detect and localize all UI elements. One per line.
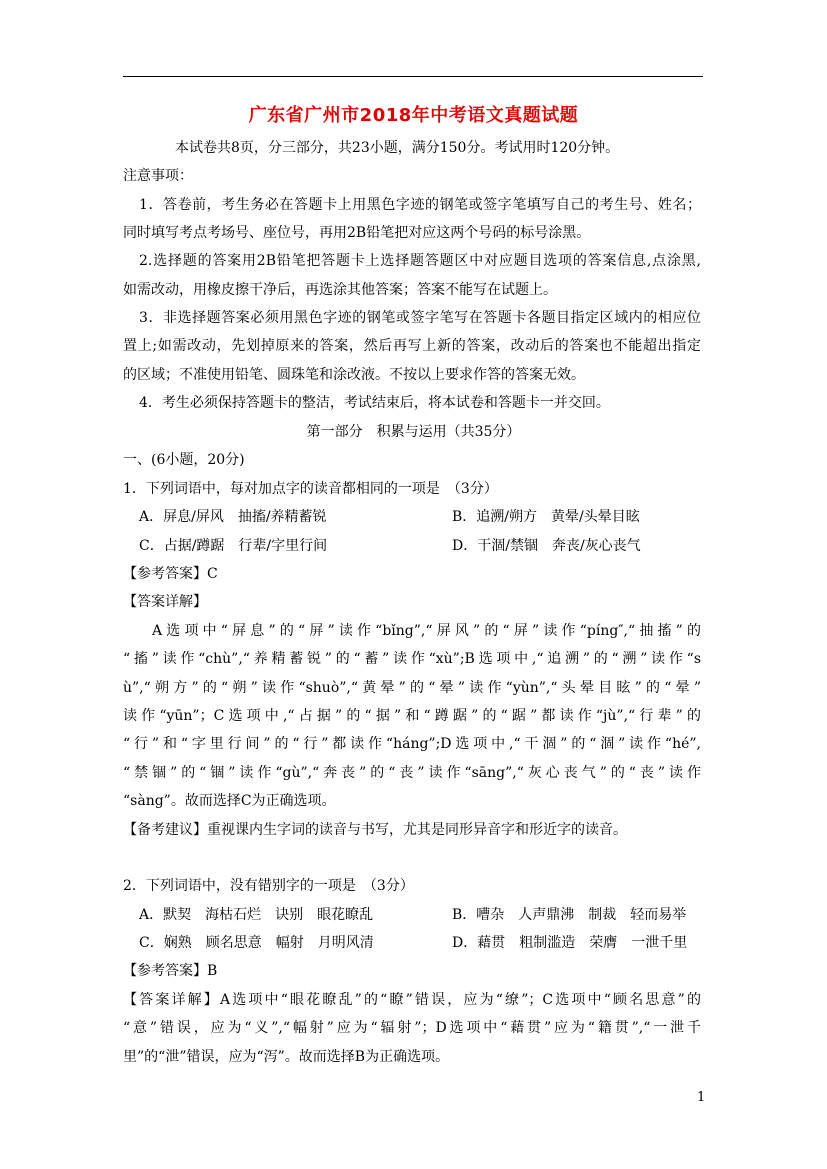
page-title: 广东省广州市2018年中考语文真题试题 — [248, 105, 579, 126]
question-2-option-b: B．嘈杂 人声鼎沸 制裁 轻而易举 — [452, 907, 687, 923]
question-1-detail-line-5: “行”和“字里行间”的“行”都读作“háng”;D选项中,“干涸”的“涸”读作“hé”, — [123, 736, 701, 752]
question-1-detail-line-1: A选项中“屏息”的“屏”读作“bǐng”,“屏风”的“屏”读作“píng″,“抽搐”的 — [152, 623, 701, 639]
question-2-option-d: D．藉贯 粗制滥造 荣膺 一泄千里 — [452, 935, 688, 951]
note-4-line-1: 4．考生必须保持答题卡的整洁，考试结束后，将本试卷和答题卡一并交回。 — [139, 395, 610, 411]
question-1-option-c: C．占据/蹲踞 行辈/字里行间 — [139, 538, 328, 554]
question-1-option-a: A．屏息/屏风 抽搐/养精蓄锐 — [139, 509, 327, 525]
question-1-detail-line-2: “搐”读作“chù”,“养精蓄锐”的“蓄”读作“xù”;B选项中,“追溯”的“溯”读作“s — [123, 651, 701, 667]
question-2-option-c: C．娴熟 顾名思意 幅射 月明风清 — [139, 935, 374, 951]
part-1-heading: 第一部分 积累与运用（共35分） — [306, 424, 521, 440]
question-2-detail-line-3: 里”的“泄”错误，应为“泻”。故而选择B为正确选项。 — [123, 1049, 450, 1065]
question-1-detail-line-4: 读作“yūn”；C选项中,“占据”的“据”和“蹲踞”的“踞”都读作“jù”,“行辈”的 — [123, 708, 701, 724]
question-1-detail-line-3: ù”,“朔方”的“朔”读作“shuò”,“黄晕”的“晕”读作“yùn”,“头晕目眩”的“晕” — [123, 680, 701, 696]
note-1-line-1: 1．答卷前，考生务必在答题卡上用黑色字迹的钢笔或签字笔填写自己的考生号、姓名； — [139, 197, 701, 213]
question-1-answer: 【参考答案】C — [123, 566, 218, 582]
note-3-line-3: 的区域；不准使用铅笔、圆珠笔和涂改液。不按以上要求作答的答案无效。 — [123, 367, 585, 383]
note-1-line-2: 同时填写考点考场号、座位号，再用2B铅笔把对应这两个号码的标号涂黑。 — [123, 225, 591, 241]
question-1-option-b: B．追溯/朔方 黄晕/头晕目眩 — [452, 509, 640, 525]
question-2-answer: 【参考答案】B — [123, 963, 218, 979]
question-2-detail-line-2: “意”错误，应为“义”,“幅射”应为“辐射”；D选项中“藉贯”应为“籍贯”,“一泄千 — [123, 1020, 701, 1036]
notice-heading: 注意事项： — [123, 168, 193, 184]
note-3-line-2: 置上;如需改动，先划掉原来的答案，然后再写上新的答案，改动后的答案也不能超出指定 — [123, 338, 701, 354]
note-3-line-1: 3．非选择题答案必须用黑色字迹的钢笔或签字笔写在答题卡各题目指定区域内的相应位 — [139, 310, 701, 326]
question-1-option-d: D．干涸/禁锢 奔丧/灰心丧气 — [452, 538, 641, 554]
question-2-detail-line-1: 【答案详解】A选项中“眼花瞭乱”的“瞭”错误，应为“缭”；C选项中“顾名思意”的 — [123, 992, 701, 1008]
question-2-option-a: A．默契 海枯石烂 诀别 眼花瞭乱 — [139, 907, 374, 923]
header-rule — [123, 76, 703, 77]
question-1-suggestion: 【备考建议】重视课内生字词的读音与书写，尤其是同形异音字和形近字的读音。 — [123, 822, 627, 838]
note-2-line-1: 2.选择题的答案用2B铅笔把答题卡上选择题答题区中对应题目选项的答案信息,点涂黑, — [139, 253, 701, 269]
question-1-stem: 1．下列词语中，每对加点字的读音都相同的一项是 （3分） — [123, 481, 498, 497]
question-1-detail-line-6: “禁锢”的“锢”读作“gù”,“奔丧”的“丧”读作“sāng”,“灰心丧气”的“丧”读作 — [123, 765, 701, 781]
section-1-heading: 一、(6小题，20分) — [123, 452, 245, 468]
page-number: 1 — [697, 1090, 706, 1105]
question-2-stem: 2．下列词语中，没有错别字的一项是 （3分） — [123, 878, 414, 894]
question-1-detail-heading: 【答案详解】 — [123, 594, 207, 610]
note-2-line-2: 如需改动，用橡皮擦干净后，再选涂其他答案；答案不能写在试题上。 — [123, 282, 557, 298]
intro-text: 本试卷共8页，分三部分，共23小题，满分150分。考试用时120分钟。 — [175, 140, 620, 156]
question-1-detail-line-7: “sàng”。故而选择C为正确选项。 — [123, 793, 336, 809]
